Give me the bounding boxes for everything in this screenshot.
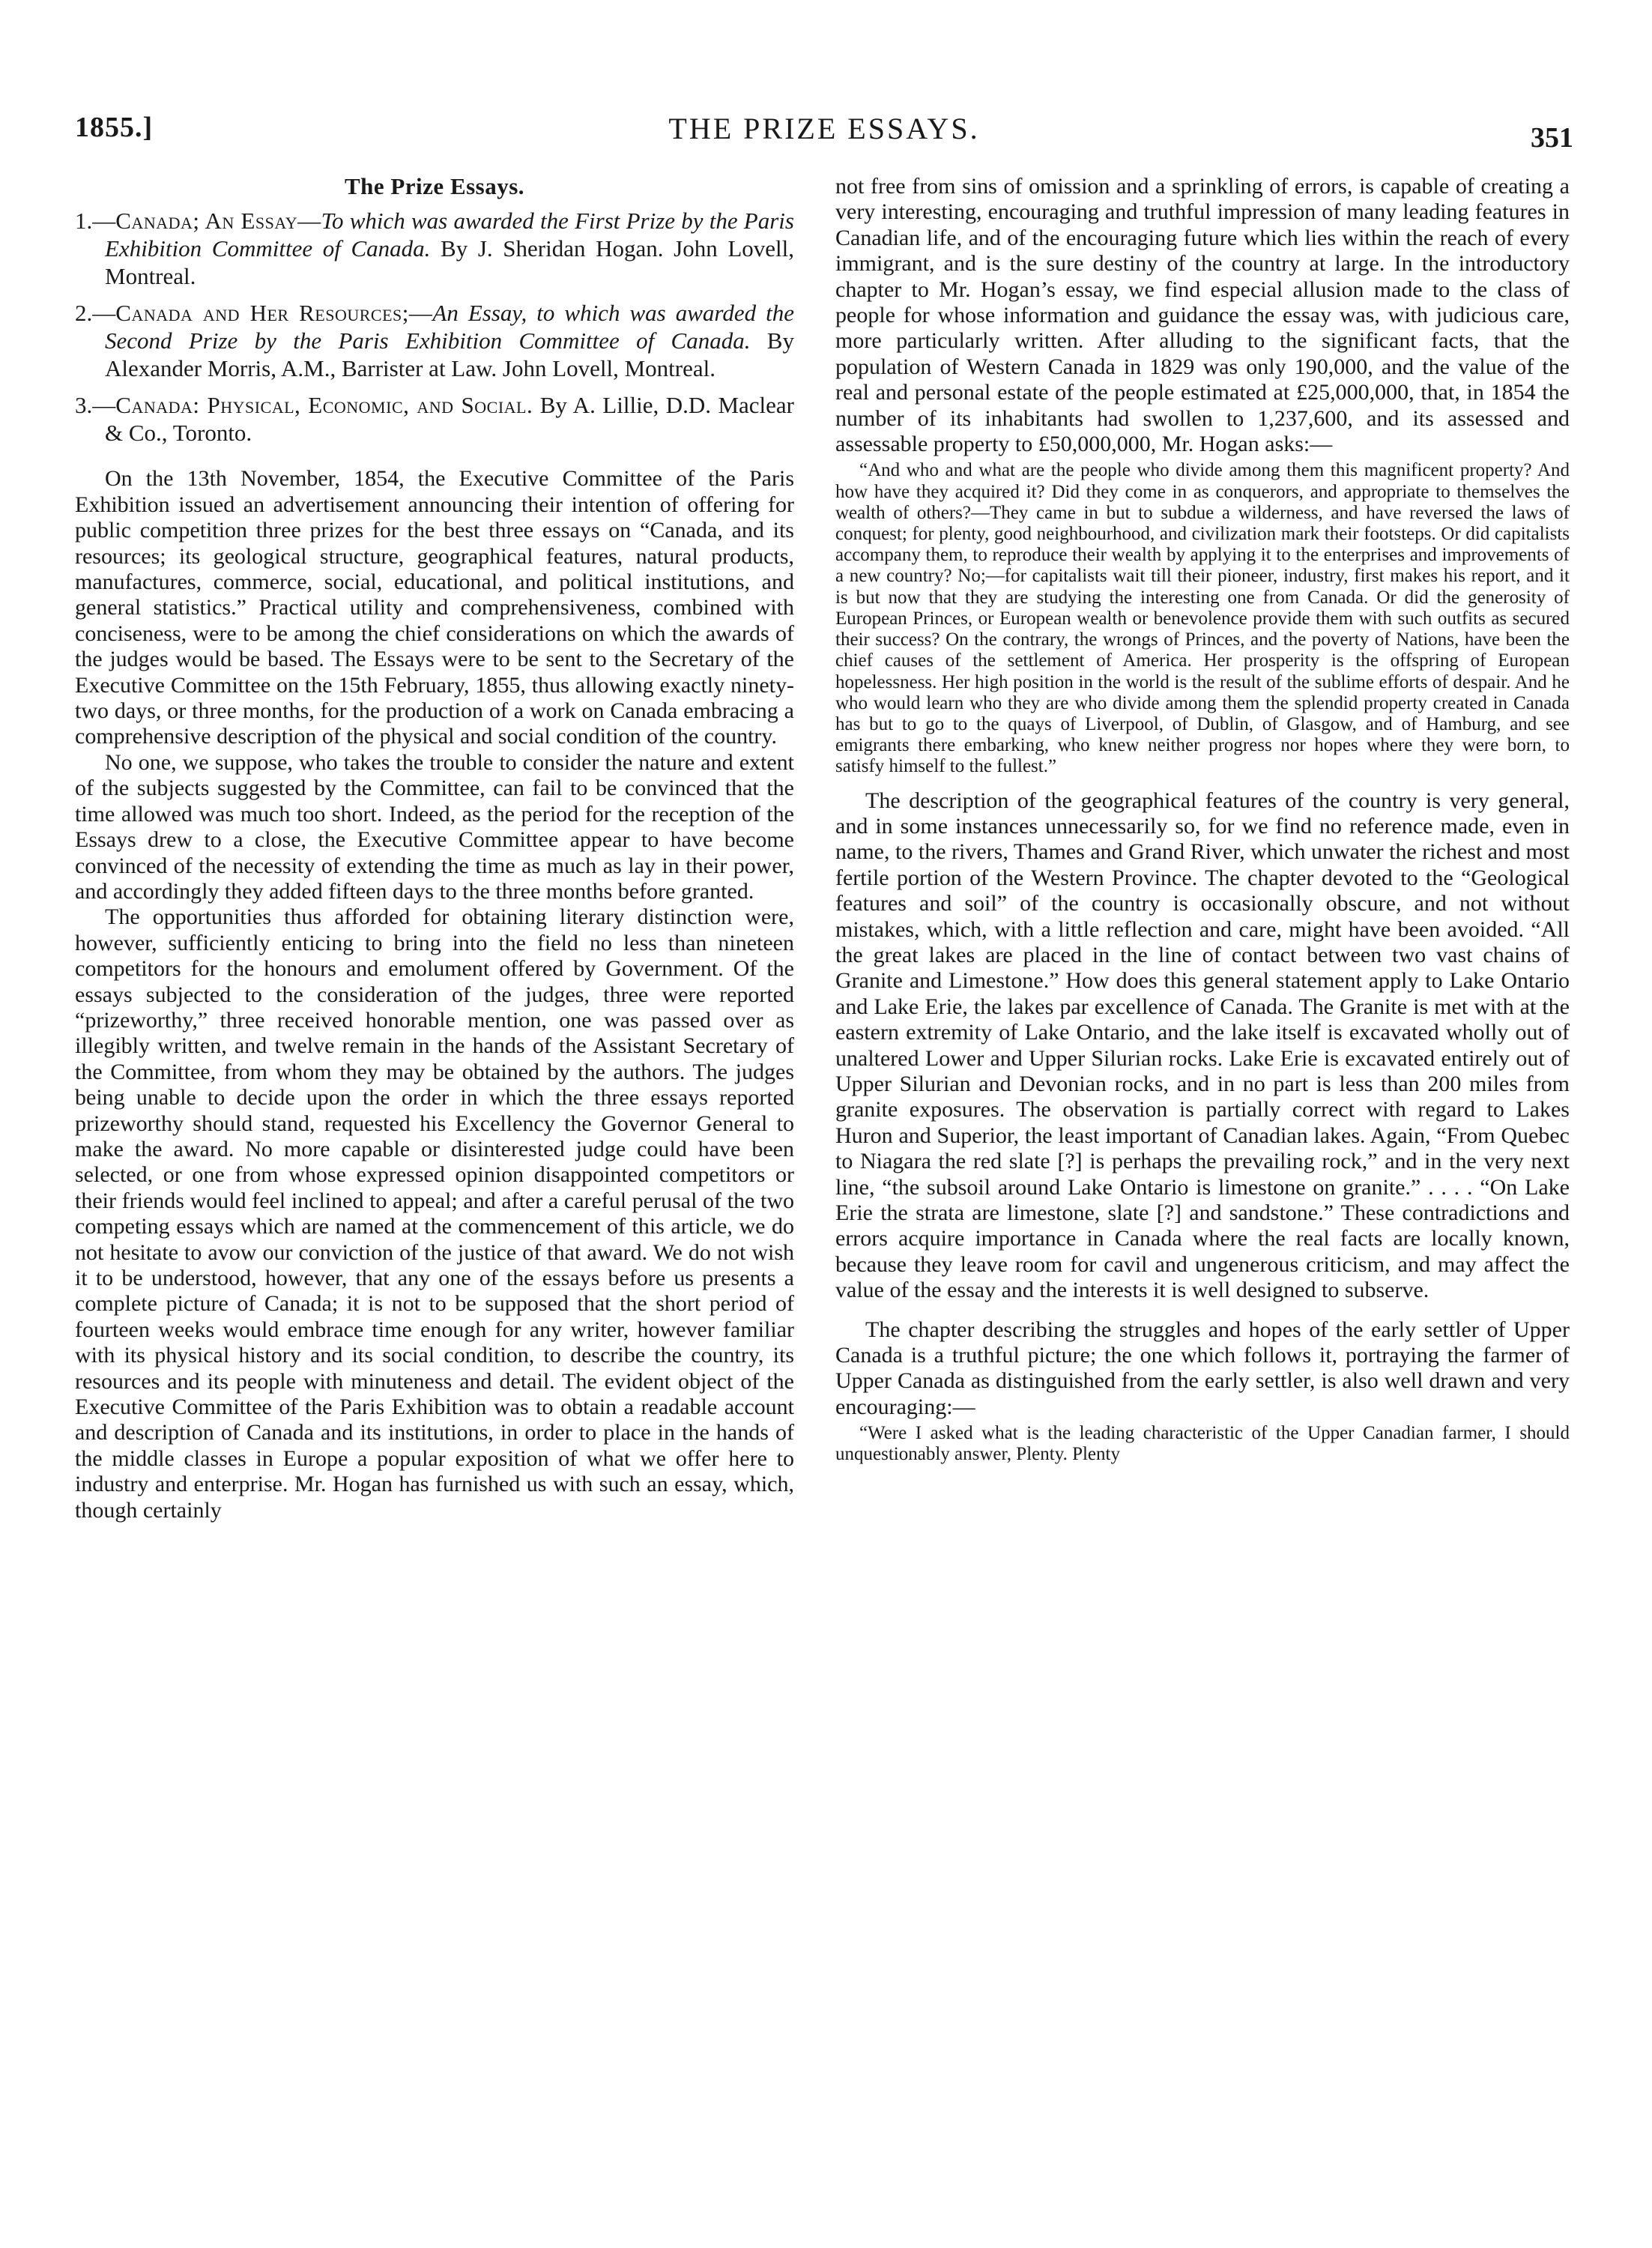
article-heading: The Prize Essays. [344, 173, 525, 199]
entry-author-publisher: By Alexander Morris, A.M., Barrister at Law. John Lovell, Montreal. [105, 327, 794, 382]
body-paragraph: The description of the geographical features of the country is very general, and in some instances unnecessarily so, for we find no reference made, even in name, to the rivers, Thames and Grand River, which unwater the richest and most fertile portion of the Western Province. The chapter devoted to the “Geological features and soil” of the country is occasionally obscure, and not without mistakes, which, with a little reflection and care, might have been avoided. “All the great lakes are placed in the line of contact between two vast chains of Granite and Limestone.” How does this general statement apply to Lake Ontario and Lake Erie, the lakes par excellence of Canada. The Granite is met with at the eastern extremity of Lake Ontario, and the lake itself is excavated wholly out of unaltered Lower and Upper Silurian rocks. Lake Erie is excavated entirely out of Upper Silurian and Devonian rocks, and in no part is less than 200 miles from granite exposures. The observation is partially correct with regard to Lakes Huron and Superior, the least important of Canadian lakes. Again, “From Quebec to Niagara the red slate [?] is perhaps the prevailing rock,” and in the very next line, “the subsoil around Lake Ontario is limestone on granite.” . . . . “On Lake Erie the strata are limestone, slate [?] and sandstone.” These contradictions and errors acquire importance in Canada where the real facts are locally known, because they leave room for cavil and ungenerous criticism, and may affect the value of the essay and the interests it is well designed to subserve. [835, 788, 1570, 1303]
entry-title: Canada; An Essay— [115, 208, 321, 235]
body-paragraph: No one, we suppose, who takes the trouble to consider the nature and extent of the subjects suggested by the Committee, can fail to be convinced that the time allowed was much too short. Indeed, as the period for the reception of the Essays drew to a close, the Executive Committee appear to have become convinced of the necessity of extending the time as much as lay in their power, and accordingly they added fifteen days to the three months before granted. [75, 749, 794, 904]
entry-subtitle: An Essay, to which was awarded the Second Prize by the Paris Exhibition Committee of Canada. [105, 300, 794, 354]
entry-title: Canada: Physical, Economic, and Social. [115, 392, 533, 419]
right-column [835, 174, 1570, 1469]
running-head [75, 111, 1573, 156]
block-quote: “Were I asked what is the leading characteristic of the Upper Canadian farmer, I should unquestionably answer, Plenty. Plenty [835, 1423, 1570, 1465]
body-paragraph: On the 13th November, 1854, the Executive Committee of the Paris Exhibition issued an advertisement announcing their intention of offering for public competition three prizes for the best three essays on “Canada, and its resources; its geological structure, geographical features, natural products, manufactures, commerce, social, educational, and political institutions, and general statistics.” Practical utility and comprehensiveness, combined with conciseness, were to be among the chief considerations on which the awards of the judges would be based. The Essays were to be sent to the Secretary of the Executive Committee on the 15th February, 1855, thus allowing exactly ninety-two days, or three months, for the production of a work on Canada embracing a comprehensive description of the physical and social condition of the country. [75, 466, 794, 749]
body-paragraph: The chapter describing the struggles and hopes of the early settler of Upper Canada is a truthful picture; the one which follows it, portraying the farmer of Upper Canada as distinguished from the early settler, is also well drawn and very encouraging:— [835, 1317, 1570, 1419]
left-column [75, 174, 794, 1523]
body-paragraph: not free from sins of omission and a sprinkling of errors, is capable of creating a very interesting, encouraging and truthful impression of many leading features in Canadian life, and of the encouraging future which lies within the reach of every immigrant, and is the sure destiny of the country at large. In the introductory chapter to Mr. Hogan’s essay, we find especial allusion made to the class of people for whose information and guidance the essay was, with judicious care, more particularly written. After alluding to the significant facts, that the population of Western Canada in 1829 was only 190,000, and the value of the real and personal estate of the people estimated at £25,000,000, that, in 1854 the number of its inhabitants had swollen to 1,237,600, and its assessed and assessable property to £50,000,000, Mr. Hogan asks:— [835, 174, 1570, 457]
entry-number: 1.— [75, 208, 116, 235]
entry-title: Canada and Her Resources;— [115, 300, 433, 327]
entry-number: 2.— [75, 300, 116, 327]
page-number: 351 [1531, 122, 1573, 154]
review-entry-1 [75, 207, 794, 290]
block-quote: “And who and what are the people who divide among them this magnificent property? And how have they acquired it? Did they come in as conquerors, and appropriate to themselves the wealth of others?—They came in but to subdue a wilderness, and have reversed the laws of conquest; for plenty, good neighbourhood, and civilization mark their footsteps. Or did capitalists accompany them, to reproduce their wealth by applying it to the enterprises and improvements of a new country? No;—for capitalists wait till their pioneer, industry, first makes his report, and it is but now that they are studying the interesting one from Canada. Or did the generosity of European Princes, or European wealth or benevolence provide them with such outfits as secured their success? On the contrary, the wrongs of Princes, and the poverty of Nations, have been the chief causes of the settlement of America. Her prosperity is the offspring of European hopelessness. Her high position in the world is the result of the sublime efforts of despair. And he who would learn who they are who divide among them the splendid property created in Canada has but to go to the quays of Liverpool, of Dublin, of Glasgow, and of Hamburg, and see emigrants there embarking, who knew neither progress nor hopes where they were born, to satisfy himself to the fullest.” [835, 460, 1570, 777]
header-year: 1855.] [75, 112, 154, 143]
entry-number: 3.— [75, 392, 116, 419]
header-title: THE PRIZE ESSAYS. [668, 112, 980, 145]
entry-subtitle: To which was awarded the First Prize by the Paris Exhibition Committee of Canada. [105, 208, 794, 262]
review-entry-3 [75, 391, 794, 447]
body-paragraph: The opportunities thus afforded for obtaining literary distinction were, however, sufficiently enticing to bring into the field no less than nineteen competitors for the honours and emolument offered by Government. Of the essays subjected to the consideration of the judges, three were reported “prizeworthy,” three received honorable mention, one was passed over as illegibly written, and twelve remain in the hands of the Assistant Secretary of the Committee, from whom they may be obtained by the authors. The judges being unable to decide upon the order in which the three essays reported prizeworthy should stand, requested his Excellency the Governor General to make the award. No more capable or disinterested judge could have been selected, or one from whose expressed opinion disappointed competitors or their friends would feel inclined to appeal; and after a careful perusal of the two competing essays which are named at the commencement of this article, we do not hesitate to avow our conviction of the justice of that award. We do not wish it to be understood, however, that any one of the essays before us presents a complete picture of Canada; it is not to be supposed that the short period of fourteen weeks would embrace time enough for any writer, however familiar with its physical history and its social condition, to describe the country, its resources and its people with minuteness and detail. The evident object of the Executive Committee of the Paris Exhibition was to obtain a readable account and description of Canada and its institutions, in order to place in the hands of the middle classes in Europe a popular exposition of what we offer here to industry and enterprise. Mr. Hogan has furnished us with such an essay, which, though certainly [75, 904, 794, 1523]
entry-author-publisher: By A. Lillie, D.D. Maclear & Co., Toronto. [105, 392, 795, 447]
review-entry-2 [75, 299, 794, 382]
entry-author-publisher: By J. Sheridan Hogan. John Lovell, Montreal. [105, 235, 794, 290]
